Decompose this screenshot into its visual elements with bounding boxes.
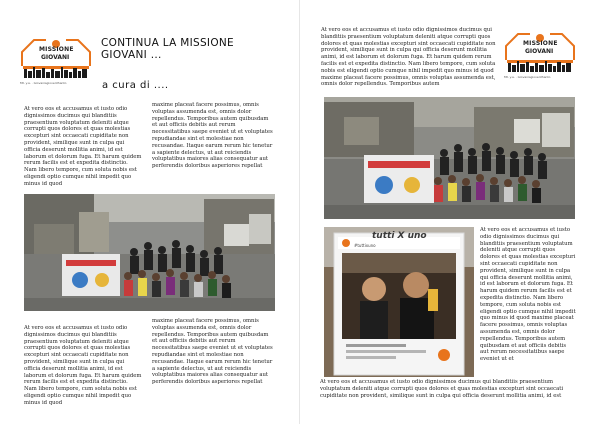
page-title-line2: GIOVANI ... <box>101 49 162 61</box>
photo-frame-selfie <box>324 227 474 377</box>
frame-banner-text: tutti X uno <box>372 231 427 241</box>
logo-line1-right: MISSIONE <box>523 40 558 47</box>
page-title <box>101 37 234 61</box>
paragraph-top-left: At vero eos et accusamus et iusto odio dignissimos ducimus qui blanditiis praesentium voluptatum deleniti atque corrupti quos dolores et quas molestias excepturi sint occaecati cupiditate non provident, similique sunt in culpa qui officia deserunt mollitia animi, id est laborum et dolorum fuga. Et harum quidem rerum facilis est et expedita distinctio. Nam libero tempore, cum soluta nobis est eligendi optio cumque nihil impedit quo minus id quod <box>24 106 142 187</box>
group-photo-scrapyard-right <box>324 97 575 219</box>
logo-line1: MISSIONE <box>39 46 74 53</box>
photo-illustration <box>24 194 275 311</box>
paragraph-side: At vero eos et accusamus et iusto odio dignissimos ducimus qui blanditiis praesentium voluptatum deleniti atque corrupti quos dolores et quas molestias excepturi sint occaecati cupiditate non provident, similique sunt in culpa qui officia deserunt mollitia animi, id est laborum et dolorum fuga. Et harum quidem rerum facilis est et expedita distinctio. Nam libero tempore, cum soluta nobis est eligendi optio cumque nihil impedit quo minus id quod maxime placeat facere possimus, omnis voluptas assumenda est, omnis dolor repellendus. Temporibus autem quibusdam et aut officiis debitis aut rerum necessitatibus saepe eveniet ut et <box>480 227 576 363</box>
frame-handle-text: #tuttixuno <box>354 243 376 248</box>
paragraph-bottom-right: maxime placeat facere possimus, omnis voluptas assumenda est, omnis dolor repellendus. Temporibus autem quibusdam et aut officiis debitis aut rerum necessitatibus saepe eveniet ut et voluptates repudiandae sint et molestiae non recusandae. Itaque earum rerum hic tenetur a sapiente delectus, ut aut reiciendis voluptatibus maiores alias consequatur aut perferendis doloribus asperiores repellat <box>152 318 273 386</box>
group-photo-scrapyard-left <box>24 194 275 311</box>
paragraph-bottom-left: At vero eos et accusamus et iusto odio dignissimos ducimus qui blanditiis praesentium voluptatum deleniti atque corrupti quos dolores et quas molestias excepturi sint occaecati cupiditate non provident, similique sunt in culpa qui officia deserunt mollitia animi, id est laborum et dolorum fuga. Et harum quidem rerum facilis est et expedita distinctio. Nam libero tempore, cum soluta nobis est eligendi optio cumque nihil impedit quo minus id quod <box>24 325 142 406</box>
page-title-line1: CONTINUA LA MISSIONE <box>101 37 234 49</box>
logo-line2: GIOVANI <box>41 54 70 61</box>
logo-small-text-right: Mt. y.a. · Giovanisgioventhanto <box>504 75 551 79</box>
photo-illustration-right <box>324 97 575 219</box>
missione-giovani-logo-right <box>504 30 576 82</box>
right-page <box>300 0 600 424</box>
page-subtitle: a cura di .... <box>102 80 169 91</box>
selfie-frame-illustration <box>324 227 474 377</box>
logo-small-text: Mt. y.a. · Giovanisgioventhanto <box>20 81 67 85</box>
missione-giovani-logo <box>20 36 92 86</box>
paragraph-top-right: maxime placeat facere possimus, omnis voluptas assumenda est, omnis dolor repellendus. Temporibus autem quibusdam et aut officiis debitis aut rerum necessitatibus saepe eveniet ut et voluptates repudiandae sint et molestiae non recusandae. Itaque earum rerum hic tenetur a sapiente delectus, ut aut reiciendis voluptatibus maiores alias consequatur aut perferendis doloribus asperiores repellat <box>152 102 273 170</box>
paragraph-top: At vero eos et accusamus et iusto odio dignissimos ducimus qui blanditiis praesentium voluptatum deleniti atque corrupti quos dolores et quas molestias excepturi sint occaecati cupiditate non provident, similique sunt in culpa qui officia deserunt mollitia animi, id est laborum et dolorum fuga. Et harum quidem rerum facilis est et expedita distinctio. Nam libero tempore, cum soluta nobis est eligendi optio cumque nihil impedit quo minus id quod maxime placeat facere possimus, omnis voluptas assumenda est, omnis dolor repellendus. Temporibus autem <box>321 27 496 88</box>
logo-line2-right: GIOVANI <box>525 48 554 55</box>
paragraph-bottom: At vero eos et accusamus et iusto odio dignissimos ducimus qui blanditiis praesentium voluptatum deleniti atque corrupti quos dolores et quas molestias excepturi sint occaecati cupiditate non provident, similique sunt in culpa qui officia deserunt mollitia animi, id est <box>320 379 564 399</box>
